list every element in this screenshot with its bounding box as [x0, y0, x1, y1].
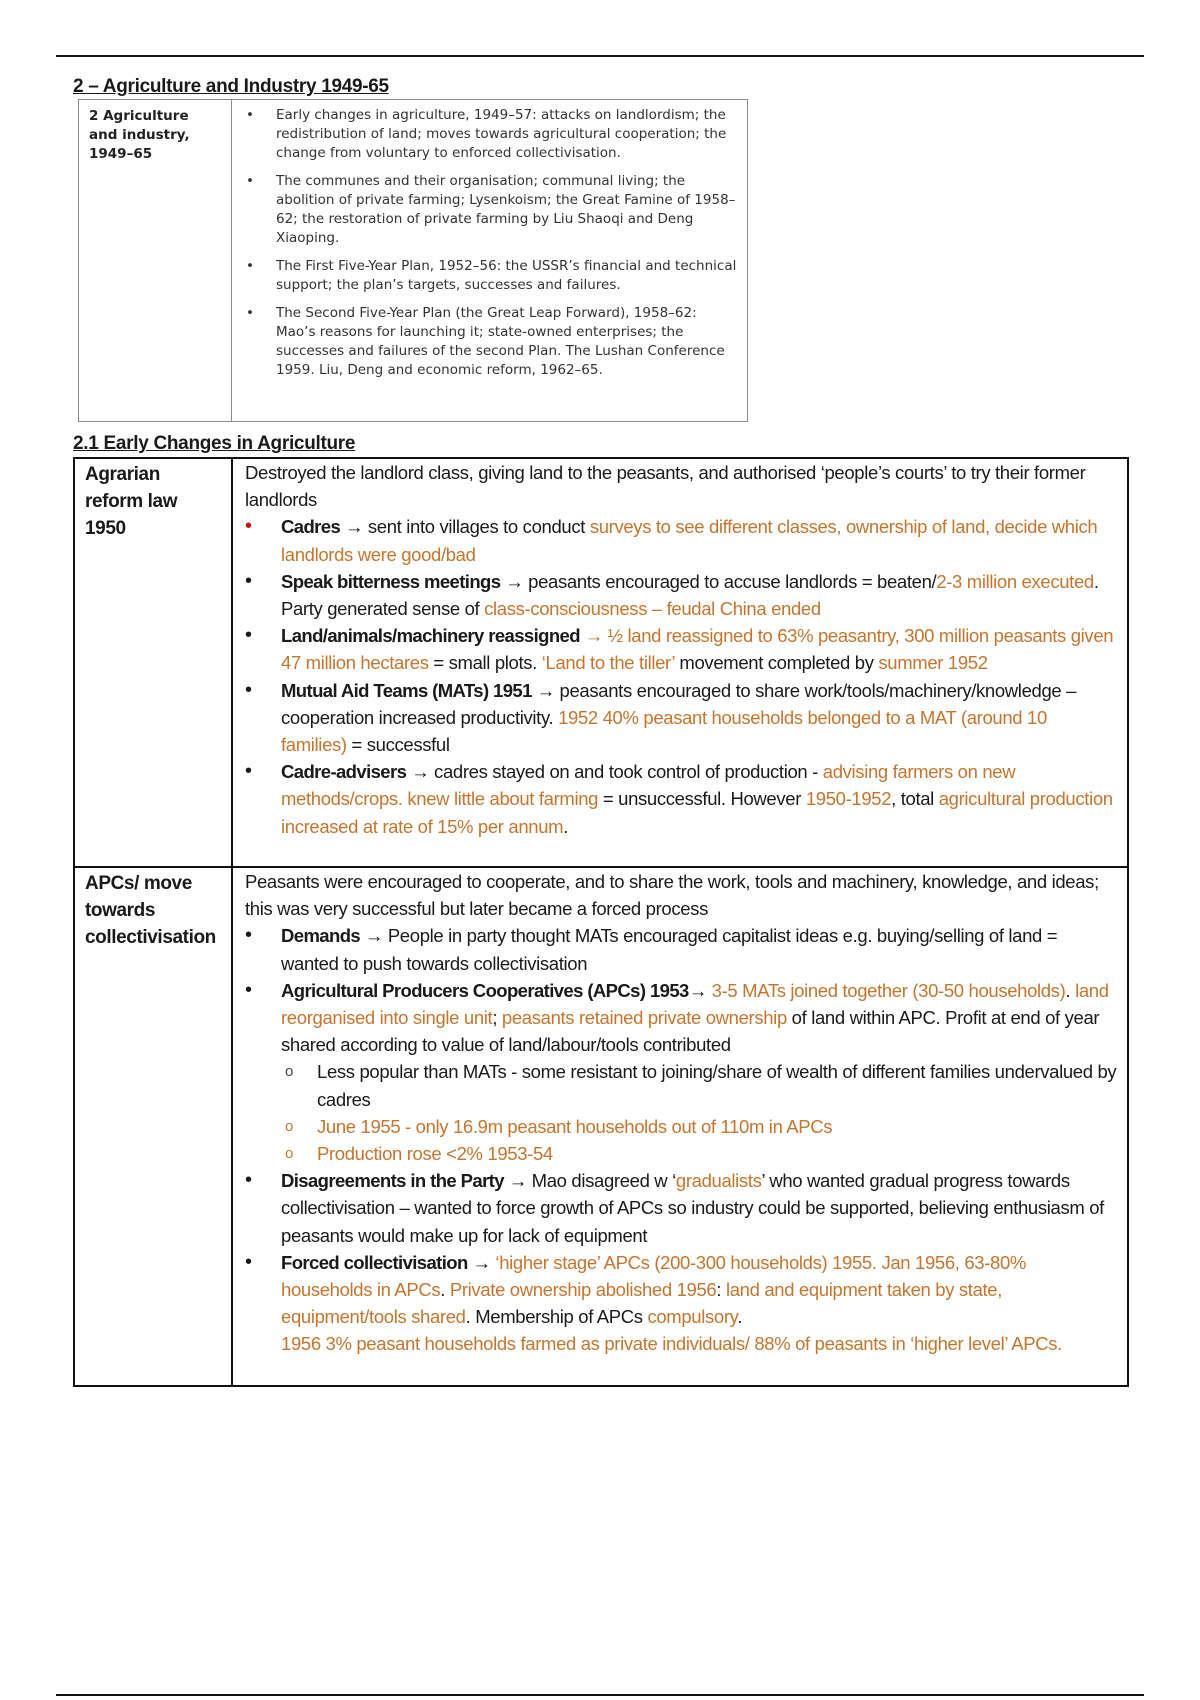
bullet-cadres: • Cadres → sent into villages to conduct surveys to see different classes, ownership of land, decide which landlords were good/bad — [245, 513, 1117, 567]
arrow-icon: → — [472, 1251, 491, 1273]
bullet-apcs-1953: • Agricultural Producers Cooperatives (APCs) 1953→ 3-5 MATs joined together (30-50 households). land reorganised into single unit; peasants retained private ownership of land within APC. Profit at end of year shared according to value of land/labour/tools contributed o Less popular than MATs - some resistant to joining/share of wealth of different families undervalued by cadres o June 1955 - only 16.9m peasant households out of 110m in APCs o Production rose <2% 1953-54 — [245, 977, 1117, 1167]
bullet-demands: • Demands → People in party thought MATs encouraged capitalist ideas e.g. buying/selling of land = wanted to push towards collectivisation — [245, 922, 1117, 976]
row-label-apcs: APCs/ move towards collectivisation — [74, 867, 232, 1386]
spec-content — [232, 100, 747, 389]
bullet-land-reassigned: • Land/animals/machinery reassigned → ½ land reassigned to 63% peasantry, 300 million peasants given 47 million hectares = small plots. ‘Land to the tiller’ movement completed by summer 1952 — [245, 622, 1117, 676]
spec-bullet: • The communes and their organisation; communal living; the abolition of private farming; Lysenkoism; the Great Famine of 1958–62; the restoration of private farming by Liu Shaoqi and Deng Xiaoping. — [246, 172, 739, 248]
section-heading: 2.1 Early Changes in Agriculture — [73, 433, 356, 454]
row-content-apcs — [232, 867, 1128, 1386]
spec-bullet: • Early changes in agriculture, 1949–57: attacks on landlordism; the redistribution of land; moves towards agricultural cooperation; the change from voluntary to enforced collectivisation. — [246, 106, 739, 163]
notes-table — [73, 457, 1129, 1387]
bullet-forced-collectivisation: • Forced collectivisation → ‘higher stage’ APCs (200-300 households) 1955. Jan 1956, 63-80% households in APCs. Private ownership abolished 1956: land and equipment taken by state, equipment/tools shared. Membership of APCs compulsory. 1956 3% peasant households farmed as private individuals/ 88% of peasants in ‘higher level’ APCs. — [245, 1249, 1117, 1358]
spec-title: 2 Agriculture and industry, 1949–65 — [79, 100, 232, 421]
bullet-cadre-advisers: • Cadre-advisers → cadres stayed on and took control of production - advising farmers on new methods/crops. knew little about farming = unsuccessful. However 1950-1952, total agricultural production increased at rate of 15% per annum. — [245, 758, 1117, 840]
sub-bullet: o Production rose <2% 1953-54 — [281, 1140, 1117, 1167]
row-label-agrarian: Agrarian reform law 1950 — [74, 458, 232, 867]
specification-box — [78, 99, 748, 422]
arrow-icon: → — [688, 979, 707, 1001]
spec-bullet: • The Second Five-Year Plan (the Great Leap Forward), 1958–62: Mao’s reasons for launching it; state-owned enterprises; the successes and failures of the second Plan. The Lushan Conference 1959. Liu, Deng and economic reform, 1962–65. — [246, 304, 739, 380]
forced-stats: 1956 3% peasant households farmed as private individuals/ 88% of peasants in ‘higher level’ APCs. — [281, 1333, 1062, 1355]
table-row — [74, 458, 1128, 867]
row-content-agrarian — [232, 458, 1128, 867]
agrarian-intro: Destroyed the landlord class, giving land to the peasants, and authorised ‘people’s courts’ to try their former landlords — [245, 462, 1086, 511]
page-title: 2 – Agriculture and Industry 1949-65 — [73, 76, 389, 97]
arrow-icon: → — [536, 679, 555, 701]
bullet-disagreements: • Disagreements in the Party → Mao disagreed w ‘gradualists’ who wanted gradual progress towards collectivisation – wanted to force growth of APCs so industry could be supported, believing enthusiasm of peasants would make up for lack of equipment — [245, 1167, 1117, 1249]
arrow-icon: → — [364, 925, 384, 947]
sub-bullet: o Less popular than MATs - some resistant to joining/share of wealth of different families undervalued by cadres — [281, 1058, 1117, 1112]
bullet-mutual-aid-teams: • Mutual Aid Teams (MATs) 1951 → peasants encouraged to share work/tools/machinery/knowledge – cooperation increased productivity. 1952 40% peasant households belonged to a MAT (around 10 families) = successful — [245, 677, 1117, 759]
arrow-icon: → — [411, 761, 430, 783]
spec-bullet: • The First Five-Year Plan, 1952–56: the USSR’s financial and technical support; the plan’s targets, successes and failures. — [246, 257, 739, 295]
arrow-icon: → — [508, 1170, 527, 1192]
bottom-rule — [56, 1694, 1144, 1696]
sub-bullet: o June 1955 - only 16.9m peasant households out of 110m in APCs — [281, 1113, 1117, 1140]
table-row — [74, 867, 1128, 1386]
bullet-speak-bitterness: • Speak bitterness meetings → peasants encouraged to accuse landlords = beaten/2-3 million executed. Party generated sense of class-consciousness – feudal China ended — [245, 568, 1117, 622]
arrow-icon: → — [505, 570, 524, 592]
arrow-icon: → — [344, 516, 364, 538]
top-rule — [56, 55, 1144, 57]
apcs-intro: Peasants were encouraged to cooperate, and to share the work, tools and machinery, knowledge, and ideas; this was very successful but later became a forced process — [245, 871, 1099, 920]
